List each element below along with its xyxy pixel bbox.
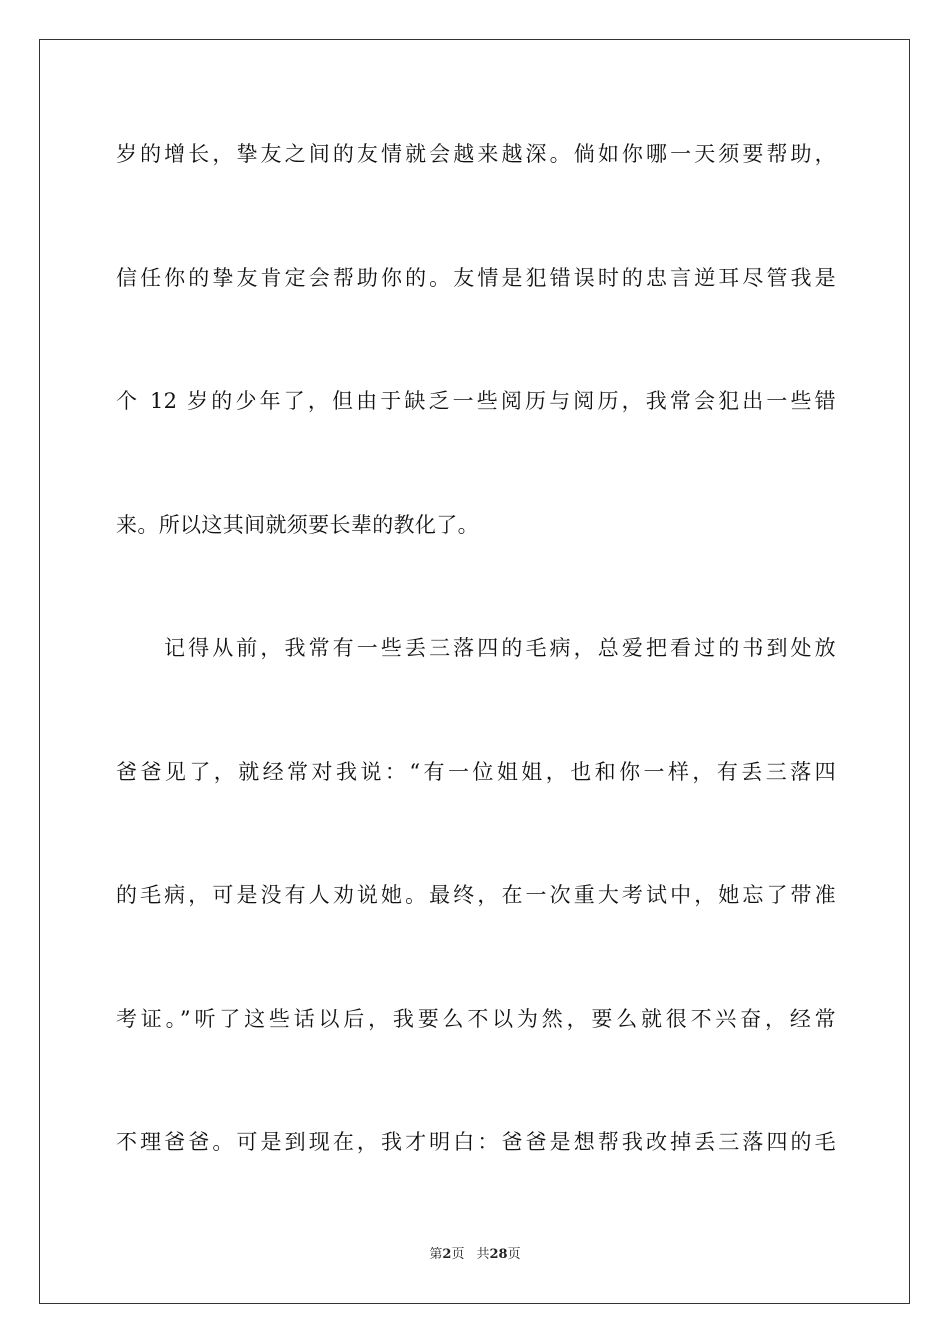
total-prefix: 共 xyxy=(476,1247,490,1262)
total-pages: 28 xyxy=(489,1247,508,1262)
page-suffix: 页 xyxy=(451,1247,465,1262)
text-line: 个 12 岁的少年了，但由于缺乏一些阅历与阅历，我常会犯出一些错 xyxy=(116,389,836,413)
text-line: 来。所以这其间就须要长辈的教化了。 xyxy=(116,513,479,537)
page-number: 2 xyxy=(442,1247,452,1262)
text-line: 不理爸爸。可是到现在，我才明白：爸爸是想帮我改掉丢三落四的毛 xyxy=(116,1130,836,1154)
text-line: 考证。”听了这些话以后，我要么不以为然，要么就很不兴奋，经常 xyxy=(116,1007,836,1031)
page-footer xyxy=(0,1246,950,1264)
text-line: 爸爸见了，就经常对我说：“有一位姐姐，也和你一样，有丢三落四 xyxy=(116,760,836,784)
page-border xyxy=(39,39,910,1304)
text-line: 的毛病，可是没有人劝说她。最终，在一次重大考试中，她忘了带准 xyxy=(116,883,836,907)
text-line: 岁的增长，挚友之间的友情就会越来越深。倘如你哪一天须要帮助， xyxy=(116,142,836,166)
page-prefix: 第 xyxy=(429,1247,443,1262)
text-line-paragraph-start: 记得从前，我常有一些丢三落四的毛病，总爱把看过的书到处放 xyxy=(164,636,836,660)
text-line: 信任你的挚友肯定会帮助你的。友情是犯错误时的忠言逆耳尽管我是 xyxy=(116,266,836,290)
total-suffix: 页 xyxy=(507,1247,521,1262)
